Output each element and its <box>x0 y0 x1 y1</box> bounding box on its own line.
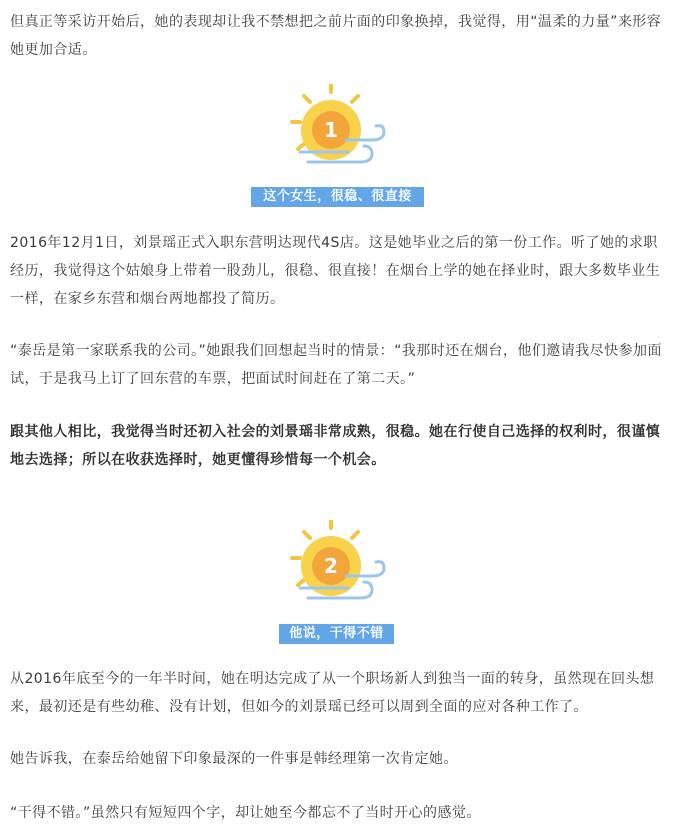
paragraph-mature: 跟其他人相比，我觉得当时还初入社会的刘景瑶非常成熟，很稳。她在行使自己选择的权利时，很谨慎地去选择；所以在收获选择时，她更懂得珍惜每一个机会。 <box>10 424 661 468</box>
section-heading-2: 他说，干得不错 <box>279 624 394 644</box>
paragraph-praise: “干得不错。”虽然只有短短四个字，却让她至今都忘不了当时开心的感觉。 <box>10 805 481 821</box>
section-heading-1: 这个女生，很稳、很直接 <box>251 187 424 207</box>
paragraph-intro: 但真正等采访开始后，她的表现却让我不禁想把之前片面的印象换掉，我觉得，用“温柔的力量”来形容她更加合适。 <box>10 14 662 58</box>
paragraph-memory: 她告诉我，在泰岳给她留下印象最深的一件事是韩经理第一次肯定她。 <box>10 751 458 767</box>
sun-wind-icon-1 <box>288 84 388 174</box>
section-number-1: 1 <box>324 118 338 142</box>
paragraph-growth: 从2016年底至今的一年半时间，她在明达完成了从一个职场新人到独当一面的转身，虽然现在回头想来，最初还是有些幼稚、没有计划，但如今的刘景瑶已经可以周到全面的应对各种工作了。 <box>10 671 655 715</box>
sun-wind-icon-2 <box>288 520 388 610</box>
section-number-2: 2 <box>324 554 338 578</box>
paragraph-quote-interview: “泰岳是第一家联系我的公司。”她跟我们回想起当时的情景：“我那时还在烟台，他们邀请我尽快参加面试，于是我马上订了回东营的车票，把面试时间赶在了第二天。” <box>10 343 662 387</box>
paragraph-start-work: 2016年12月1日，刘景瑶正式入职东营明达现代4S店。这是她毕业之后的第一份工作。听了她的求职经历，我觉得这个姑娘身上带着一股劲儿，很稳、很直接！在烟台上学的她在择业时，跟大多数毕业生一样，在家乡东营和烟台两地都投了简历。 <box>10 235 661 307</box>
